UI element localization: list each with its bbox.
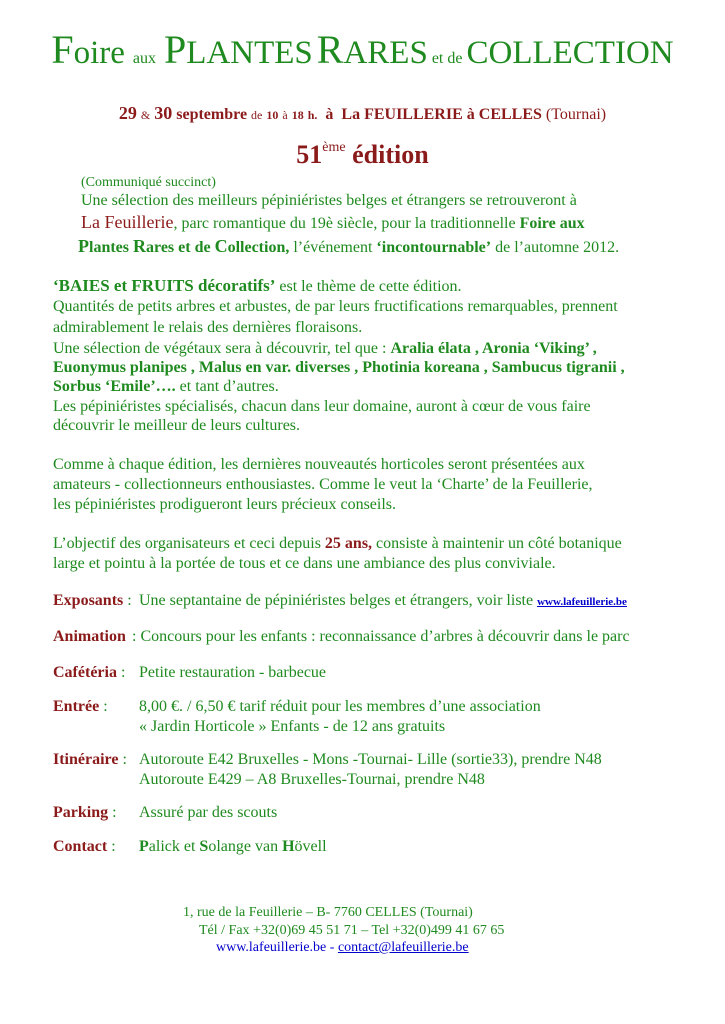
theme-title: ‘BAIES et FRUITS décoratifs’ xyxy=(53,276,276,295)
theme-line: admirablement le relais des dernières floraisons. xyxy=(53,319,363,336)
title-word: oire xyxy=(73,35,125,71)
entree-label xyxy=(53,698,108,716)
label-colon: : xyxy=(107,838,116,855)
edition-word: édition xyxy=(352,140,429,169)
footer-phone: Tél / Fax +32(0)69 45 51 71 – Tel +32(0)499 41 67 65 xyxy=(199,923,505,938)
label-colon: : xyxy=(99,698,108,715)
initial: P xyxy=(139,838,149,855)
venue-name: La Feuillerie xyxy=(81,212,174,232)
cafeteria-label xyxy=(53,664,125,682)
month: septembre xyxy=(176,106,248,123)
intro-text: l’événement xyxy=(289,239,377,256)
footer-address: 1, rue de la Feuillerie – B- 7760 CELLES (Tournai) xyxy=(183,905,473,920)
date-word: de xyxy=(251,108,263,122)
fair-letter: C xyxy=(214,236,228,256)
initial: H xyxy=(282,838,295,855)
event-place: La FEUILLERIE à CELLES xyxy=(341,106,542,123)
label-text: Contact xyxy=(53,838,108,855)
initial: S xyxy=(199,838,209,855)
title-word: aux xyxy=(132,50,157,67)
day-number: 29 xyxy=(118,103,137,123)
edition-superscript: ème xyxy=(322,140,346,156)
value-text: övell xyxy=(294,838,327,855)
title-word: COLLECTION xyxy=(466,35,674,71)
years-highlight: 25 ans, xyxy=(324,535,373,552)
intro-line xyxy=(81,212,585,233)
edition-heading xyxy=(0,140,725,170)
fair-letter: P xyxy=(78,236,89,256)
label-colon: : xyxy=(118,751,127,768)
label-text: Entrée xyxy=(53,698,100,715)
edition-number: 51 xyxy=(296,140,323,169)
theme-text: et tant d’autres. xyxy=(175,378,279,395)
theme-line: Les pépiniéristes spécialisés, chacun dans leur domaine, auront à cœur de vous faire xyxy=(53,398,591,415)
communique-note: (Communiqué succinct) xyxy=(81,175,216,190)
plant-names: Aralia élata , Aronia ‘Viking’ , xyxy=(390,340,597,357)
title-word: LANTES xyxy=(186,35,313,71)
intro-line: Une sélection des meilleurs pépiniéristes belges et étrangers se retrouveront à xyxy=(81,192,577,209)
plant-names: Euonymus planipes , Malus en var. diverses , Photinia koreana , Sambucus tigranii , xyxy=(53,359,625,376)
theme-text: Une sélection de végétaux sera à découvrir, tel que : xyxy=(53,340,391,357)
page-title xyxy=(0,27,725,72)
title-word: ARES xyxy=(343,35,428,71)
intro-line xyxy=(78,236,619,257)
theme-line xyxy=(53,276,462,296)
itineraire-value: Autoroute E42 Bruxelles - Mons -Tournai- Lille (sortie33), prendre N48 xyxy=(139,751,602,768)
fair-name: ares et de xyxy=(146,239,215,256)
title-letter: P xyxy=(164,27,187,72)
label-colon: : xyxy=(116,664,126,681)
value-text: alick et xyxy=(148,838,200,855)
theme-line xyxy=(53,378,279,396)
cafeteria-value: Petite restauration - barbecue xyxy=(139,664,327,681)
title-letter: R xyxy=(316,27,344,72)
goal-line: large et pointu à la portée de tous et ce dans une ambiance des plus conviviale. xyxy=(53,555,556,572)
label-text: Exposants xyxy=(53,592,124,609)
theme-line: Quantités de petits arbres et arbustes, de par leurs fructifications remarquables, prennent xyxy=(53,298,618,315)
contact-value xyxy=(139,838,327,856)
label-text: Itinéraire xyxy=(53,751,119,768)
event-dates xyxy=(0,103,725,124)
intro-text: , parc romantique du 19è siècle, pour la traditionnelle xyxy=(173,215,520,232)
entree-value: 8,00 €. / 6,50 € tarif réduit pour les membres d’une association xyxy=(139,698,541,715)
email-link[interactable]: contact@lafeuillerie.be xyxy=(337,940,469,955)
novelty-line: les pépiniéristes prodigueront leurs précieux conseils. xyxy=(53,496,397,513)
value-text: Une septantaine de pépiniéristes belges et étrangers, voir liste xyxy=(139,592,538,609)
separator: - xyxy=(326,940,338,955)
title-word: et de xyxy=(431,50,463,67)
hour-unit: h. xyxy=(307,108,318,122)
itineraire-value: Autoroute E429 – A8 Bruxelles-Tournai, prendre N48 xyxy=(139,771,485,788)
label-colon: : xyxy=(108,804,117,821)
label-colon: : xyxy=(123,592,132,609)
animation-value: : Concours pour les enfants : reconnaissance d’arbres à découvrir dans le parc xyxy=(132,628,630,645)
fair-name: lantes xyxy=(89,239,133,256)
label-text: Cafétéria xyxy=(53,664,117,681)
theme-text: est le thème de cette édition. xyxy=(275,278,462,295)
label-text: Parking xyxy=(53,804,109,821)
fair-name: Foire aux xyxy=(519,215,585,232)
goal-text: consiste à maintenir un côté botanique xyxy=(372,535,622,552)
exposants-value xyxy=(139,592,627,610)
emphasis: ‘incontournable’ xyxy=(376,239,492,256)
hour-start: 10 xyxy=(266,108,279,122)
parking-label xyxy=(53,804,117,822)
fair-letter: R xyxy=(133,236,146,256)
value-text: olange van xyxy=(208,838,283,855)
contact-label xyxy=(53,838,116,856)
date-word: à xyxy=(325,106,334,123)
fair-name: ollection, xyxy=(227,239,290,256)
novelty-line: Comme à chaque édition, les dernières nouveautés horticoles seront présentées aux xyxy=(53,456,585,473)
website-link[interactable]: www.lafeuillerie.be xyxy=(216,940,327,955)
title-letter: F xyxy=(51,27,74,72)
itineraire-label xyxy=(53,751,127,769)
event-city: (Tournai) xyxy=(545,106,607,123)
label-text: Animation xyxy=(53,628,126,645)
plant-names: Sorbus ‘Emile’…. xyxy=(53,378,176,395)
footer-links xyxy=(216,940,469,956)
date-amp: & xyxy=(140,108,151,122)
theme-line xyxy=(53,340,597,358)
date-word: à xyxy=(282,108,288,122)
day-number: 30 xyxy=(154,103,173,123)
animation-label xyxy=(53,628,126,646)
entree-value: « Jardin Horticole » Enfants - de 12 ans gratuits xyxy=(139,718,446,735)
goal-text: L’objectif des organisateurs et ceci depuis xyxy=(53,535,325,552)
theme-line: découvrir le meilleur de leurs cultures. xyxy=(53,417,301,434)
novelty-line: amateurs - collectionneurs enthousiastes. Comme le veut la ‘Charte’ de la Feuillerie, xyxy=(53,476,593,493)
website-link[interactable]: www.lafeuillerie.be xyxy=(537,596,627,608)
exposants-label xyxy=(53,592,132,610)
hour-end: 18 xyxy=(291,108,304,122)
parking-value: Assuré par des scouts xyxy=(139,804,278,821)
goal-line xyxy=(53,535,622,553)
intro-text: de l’automne 2012. xyxy=(491,239,620,256)
